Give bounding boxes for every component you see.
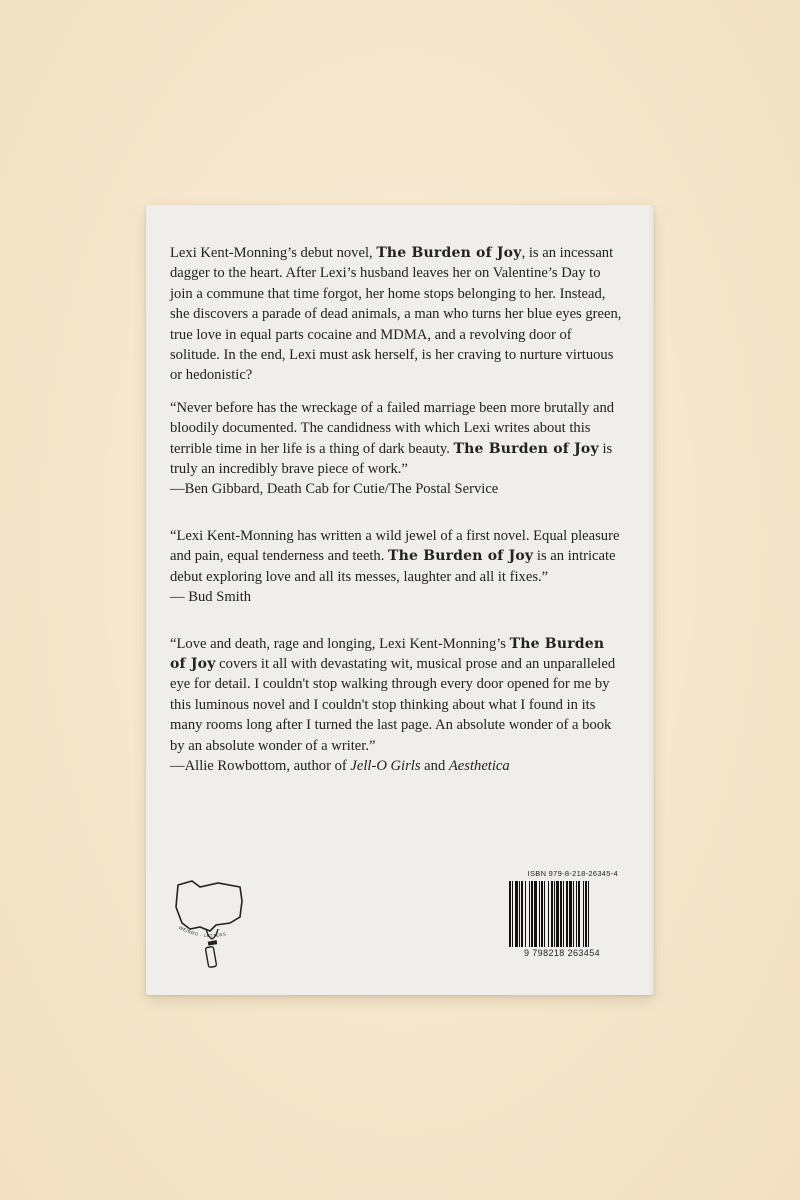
blurb-text-end: , is an incessant dagger to the heart. After Lexi’s husband leaves her on Valentine’s Day to join a commune that time forgot, her home stops belonging to her. Instead, she discovers a parade of dead animals, a man who turns her blue eyes green, true love in equal parts cocaine and MDMA, and a revolving door of solitude. In the end, Lexi must ask herself, is her craving to nurture virtuous or hedonistic? (170, 245, 622, 384)
quote3-text-start: “Love and death, rage and longing, Lexi Kent-Monning’s (170, 635, 510, 652)
quote3-attribution-author: —Allie Rowbottom, author of (170, 757, 351, 774)
review-quote-2 (170, 526, 624, 608)
quote3-text-end: covers it all with devastating wit, musical prose and an unparalleled eye for detail. I couldn't stop walking through every door opened for me by this luminous novel and I couldn't stop thinking about what I found in its many rooms long after I turned the last page. An absolute wonder of a book by an absolute wonder of a writer.” (170, 655, 616, 754)
quote3-attribution-book2: Aesthetica (448, 757, 510, 774)
quote2-text-start: “Lexi Kent-Monning has written a wild jewel of a first novel. Equal pleasure and pain, equal tenderness and teeth. (170, 527, 620, 565)
quote3-book-title: The Burden of Joy (170, 635, 605, 672)
quote1-text-end: is truly an incredibly brave piece of work.” (170, 440, 613, 478)
quote2-attribution: — Bud Smith (170, 589, 252, 606)
quote2-book-title: The Burden of Joy (388, 548, 534, 565)
blurb-book-title: The Burden of Joy (376, 245, 522, 261)
barcode-digits: 9 798218 263454 (523, 948, 601, 958)
quote1-text-start: “Never before has the wreckage of a failed marriage been more brutally and bloodily documented. The candidness with which Lexi writes about this terrible time in her life is a thing of dark beauty. (170, 399, 615, 457)
publisher-logo (170, 877, 260, 977)
isbn-label: ISBN 979-8-218-26345-4 (527, 869, 618, 878)
review-quote-3 (170, 634, 624, 777)
quote3-attribution-and: and (420, 757, 449, 774)
quote2-text-end: is an intricate debut exploring love and all its messes, laughter and all it fixes.” (170, 548, 616, 585)
quote1-book-title: The Burden of Joy (453, 440, 599, 457)
quote3-attribution-book1: Jell-O Girls (350, 757, 421, 774)
publisher-logo-text: WEIRDO · LETTERS (178, 924, 227, 939)
book-blurb (170, 243, 624, 386)
quote3-attribution (170, 756, 624, 776)
svg-text:WEIRDO · LETTERS (178, 925, 227, 938)
review-quote-1 (170, 398, 624, 500)
barcode (508, 881, 618, 949)
quote1-attribution: —Ben Gibbard, Death Cab for Cutie/The Postal Service (170, 481, 499, 498)
book-back-cover (146, 205, 654, 995)
blurb-text-start: Lexi Kent-Monning’s debut novel, (170, 245, 377, 261)
